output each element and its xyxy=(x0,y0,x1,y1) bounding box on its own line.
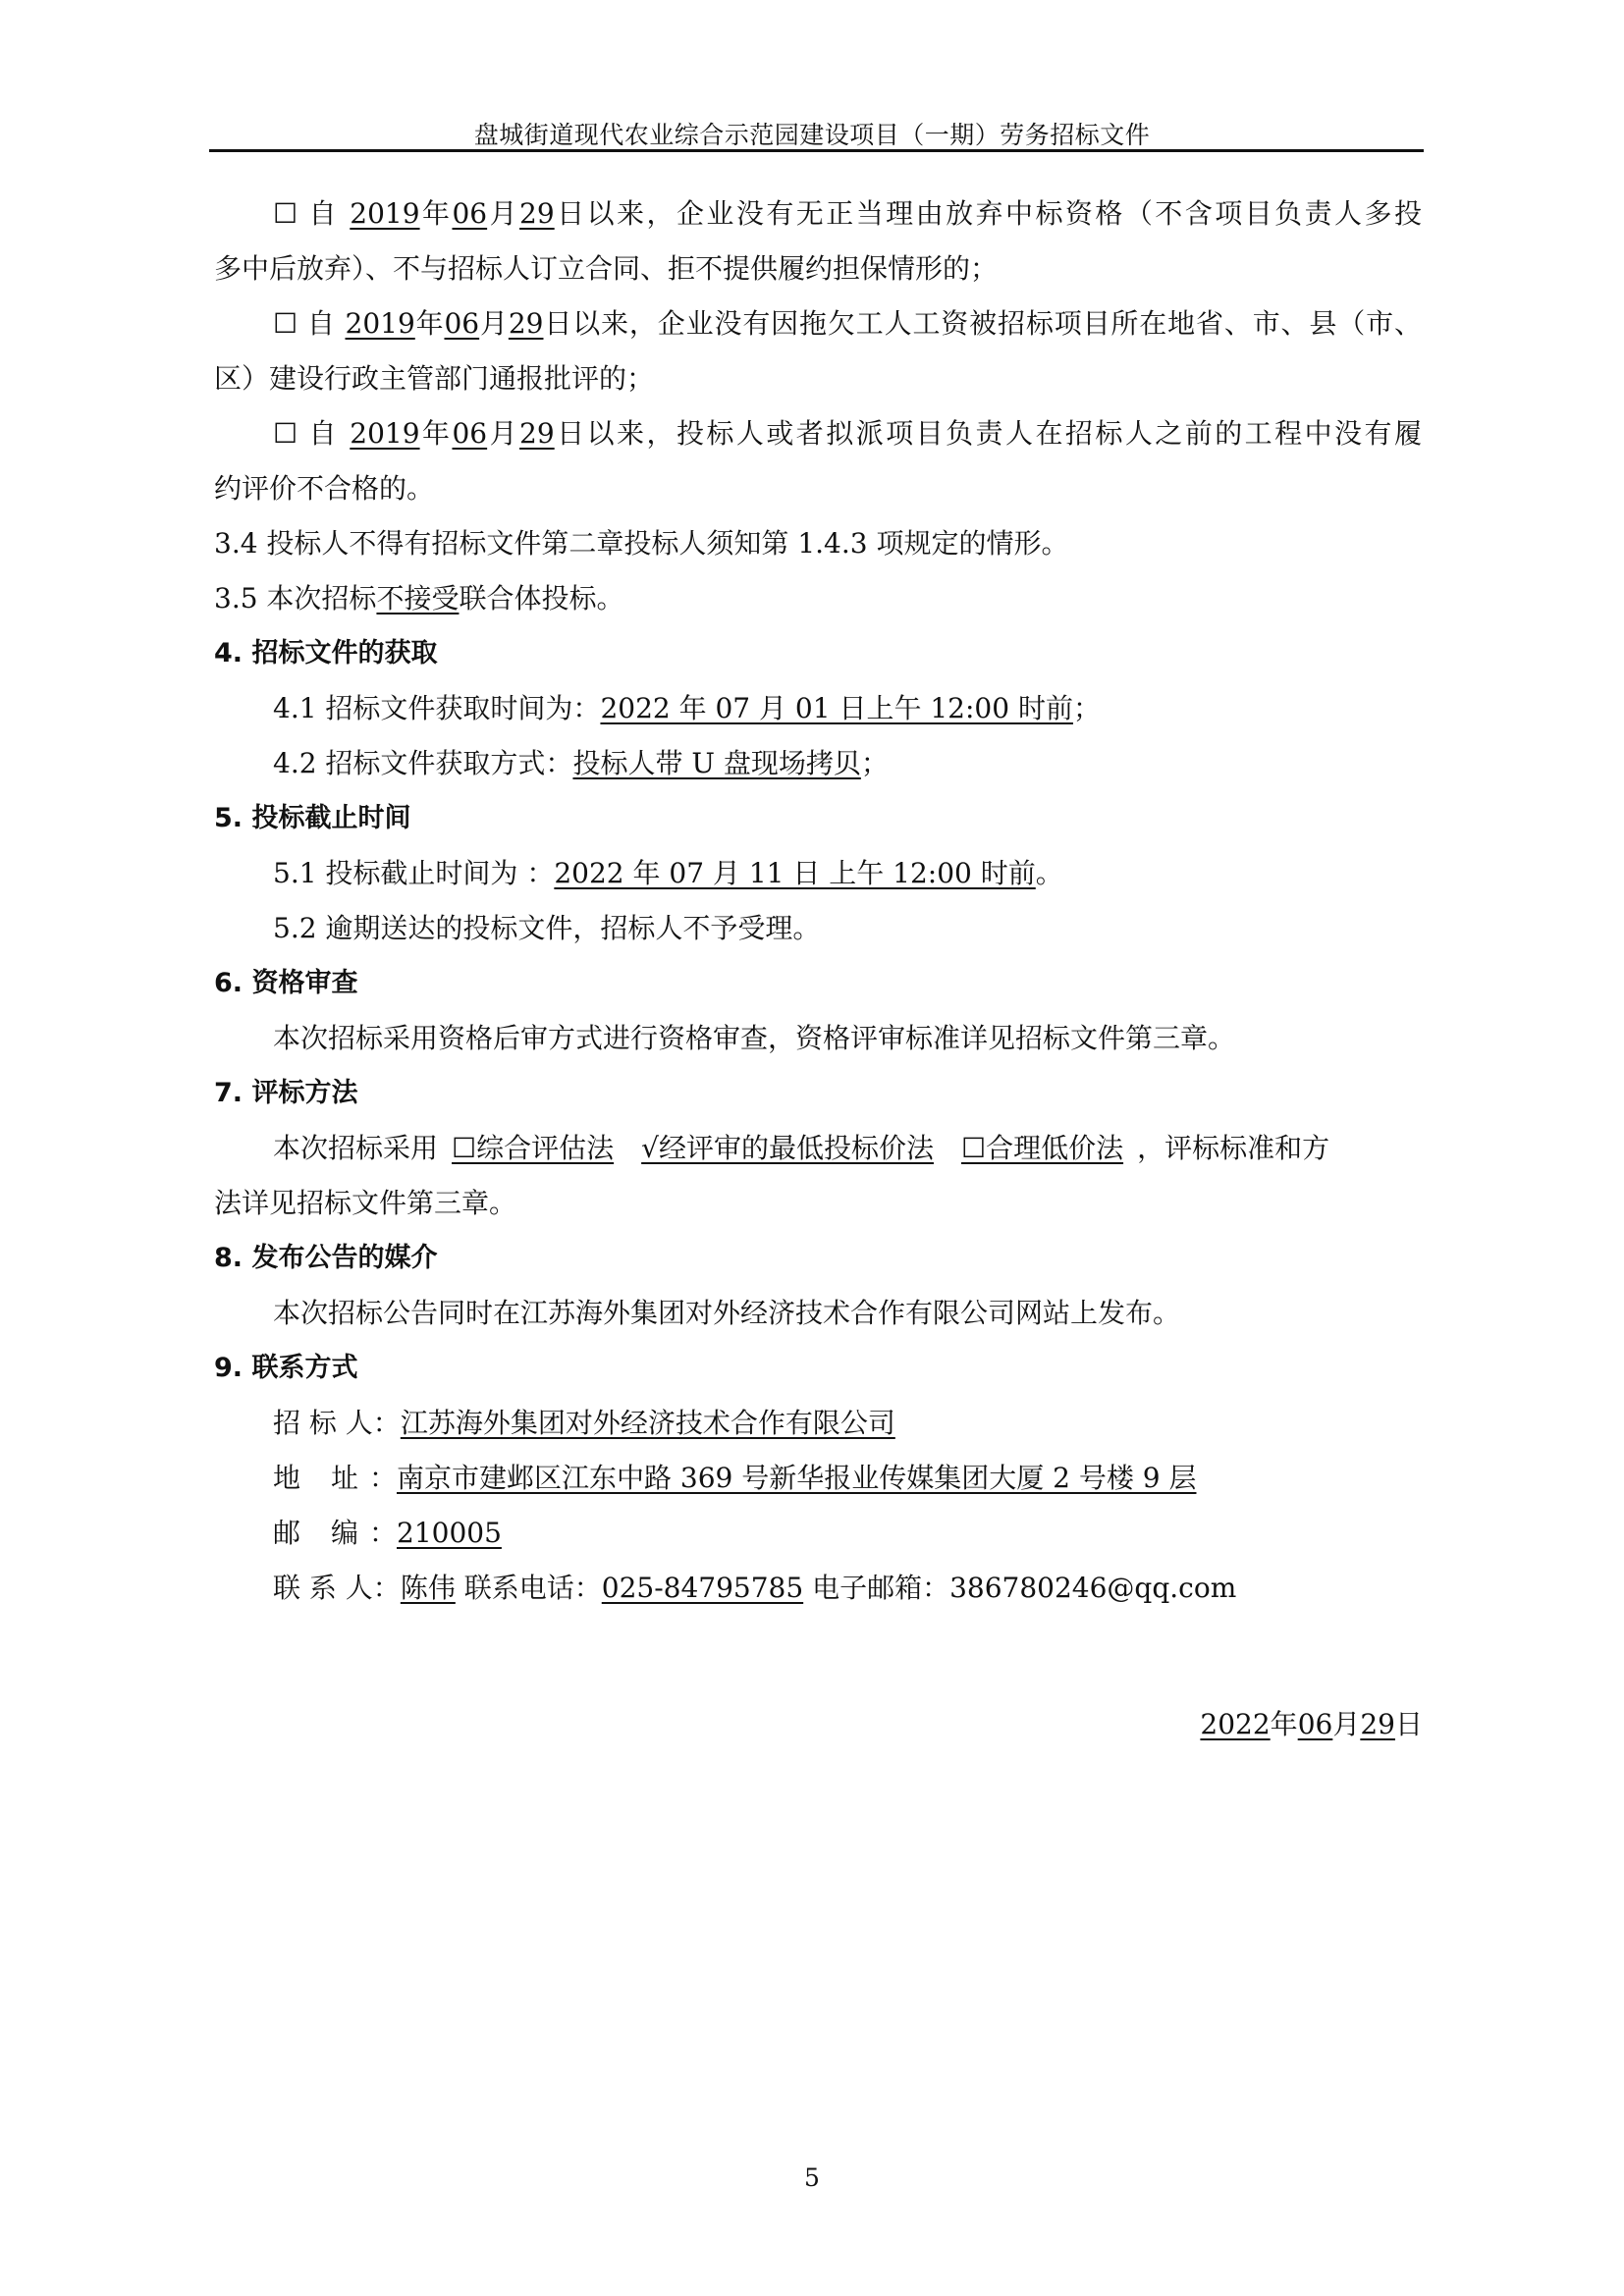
checkbox-icon: ☐ xyxy=(273,307,298,340)
phone-label: 联系电话： xyxy=(463,1572,602,1604)
section-6-text: 本次招标采用资格后审方式进行资格审查，资格评审标准详见招标文件第三章。 xyxy=(273,1022,1236,1054)
section-8-text: 本次招标公告同时在江苏海外集团对外经济技术合作有限公司网站上发布。 xyxy=(273,1297,1181,1329)
page-number: 5 xyxy=(804,2163,820,2192)
tenderer-line xyxy=(273,1404,1422,1443)
checkbox-icon: ☐ xyxy=(273,417,298,450)
contact-value: 陈伟 xyxy=(400,1572,456,1604)
contact-label: 联 系 人： xyxy=(273,1572,401,1604)
evaluation-method-line-2: 法详见招标文件第三章。 xyxy=(214,1187,517,1219)
checkbox-icon: ☐ xyxy=(273,197,298,230)
header-divider xyxy=(209,149,1424,152)
day-value: 29 xyxy=(519,417,555,450)
contact-line xyxy=(273,1569,1422,1608)
section-4-heading: 4. 招标文件的获取 xyxy=(214,638,438,668)
tenderer-value: 江苏海外集团对外经济技术合作有限公司 xyxy=(400,1407,895,1439)
tenderer-label: 招 标 人： xyxy=(273,1407,401,1439)
clause-4-1: 4.1 招标文件获取时间为：2022 年 07 月 01 日上午 12:00 时前； xyxy=(273,692,1101,724)
evaluation-options xyxy=(438,1132,1137,1164)
email-value: 386780246@qq.com xyxy=(949,1572,1237,1604)
clause-3-5: 3.5 本次招标不接受联合体投标。 xyxy=(214,582,624,614)
postcode-label: 邮 编： xyxy=(273,1517,397,1549)
option-reasonable-low: ☐合理低价法 xyxy=(960,1132,1124,1164)
address-label: 地 址： xyxy=(273,1462,397,1494)
option-lowest-price: √经评审的最低投标价法 xyxy=(641,1132,934,1164)
condition-3-line-1: ☐ 自 2019年06月29日以来，投标人或者拟派项目负责人在招标人之前的工程中没有履 xyxy=(273,414,1422,454)
year-value: 2019 xyxy=(350,197,420,230)
postcode-line xyxy=(273,1514,1422,1553)
section-7-heading: 7. 评标方法 xyxy=(214,1078,358,1108)
section-8-heading: 8. 发布公告的媒介 xyxy=(214,1243,438,1273)
month-value: 06 xyxy=(452,197,488,230)
clause-4-2: 4.2 招标文件获取方式：投标人带 U 盘现场拷贝； xyxy=(273,747,889,779)
condition-2-line-2: 区）建设行政主管部门通报批评的； xyxy=(214,362,655,395)
clause-5-2: 5.2 逾期送达的投标文件，招标人不予受理。 xyxy=(273,912,821,944)
section-9-heading: 9. 联系方式 xyxy=(214,1353,358,1383)
day-value: 29 xyxy=(508,307,544,340)
section-5-heading: 5. 投标截止时间 xyxy=(214,803,411,833)
phone-value: 025-84795785 xyxy=(601,1572,804,1604)
header-title: 盘城街道现代农业综合示范园建设项目（一期）劳务招标文件 xyxy=(473,121,1151,149)
condition-3-line-2: 约评价不合格的。 xyxy=(214,472,435,505)
option-comprehensive: ☐综合评估法 xyxy=(452,1132,615,1164)
condition-1-line-1: ☐ 自 2019年06月29日以来，企业没有无正当理由放弃中标资格（不含项目负责人多投 xyxy=(273,194,1422,234)
address-value: 南京市建邺区江东中路 369 号新华报业传媒集团大厦 2 号楼 9 层 xyxy=(397,1462,1197,1494)
address-line xyxy=(273,1459,1422,1498)
condition-1-line-2: 多中后放弃）、不与招标人订立合同、拒不提供履约担保情形的； xyxy=(214,252,999,285)
month-value: 06 xyxy=(444,307,480,340)
clause-3-4: 3.4 投标人不得有招标文件第二章投标人须知第 1.4.3 项规定的情形。 xyxy=(214,527,1069,560)
day-value: 29 xyxy=(519,197,555,230)
postcode-value: 210005 xyxy=(397,1517,502,1549)
document-date: 2022年06月29日 xyxy=(1200,1708,1423,1740)
clause-5-1: 5.1 投标截止时间为 ：2022 年 07 月 11 日 上午 12:00 时前。 xyxy=(273,857,1063,889)
email-label: 电子邮箱： xyxy=(812,1572,950,1604)
evaluation-method-line-1: 本次招标采用 ☐综合评估法 √经评审的最低投标价法 ☐合理低价法 ，评标标准和方 xyxy=(273,1132,1330,1164)
month-value: 06 xyxy=(452,417,488,450)
condition-2-line-1: ☐ 自 2019年06月29日以来，企业没有因拖欠工人工资被招标项目所在地省、市、县（市、 xyxy=(273,304,1422,344)
section-6-heading: 6. 资格审查 xyxy=(214,968,358,998)
year-value: 2019 xyxy=(345,307,415,340)
year-value: 2019 xyxy=(350,417,420,450)
